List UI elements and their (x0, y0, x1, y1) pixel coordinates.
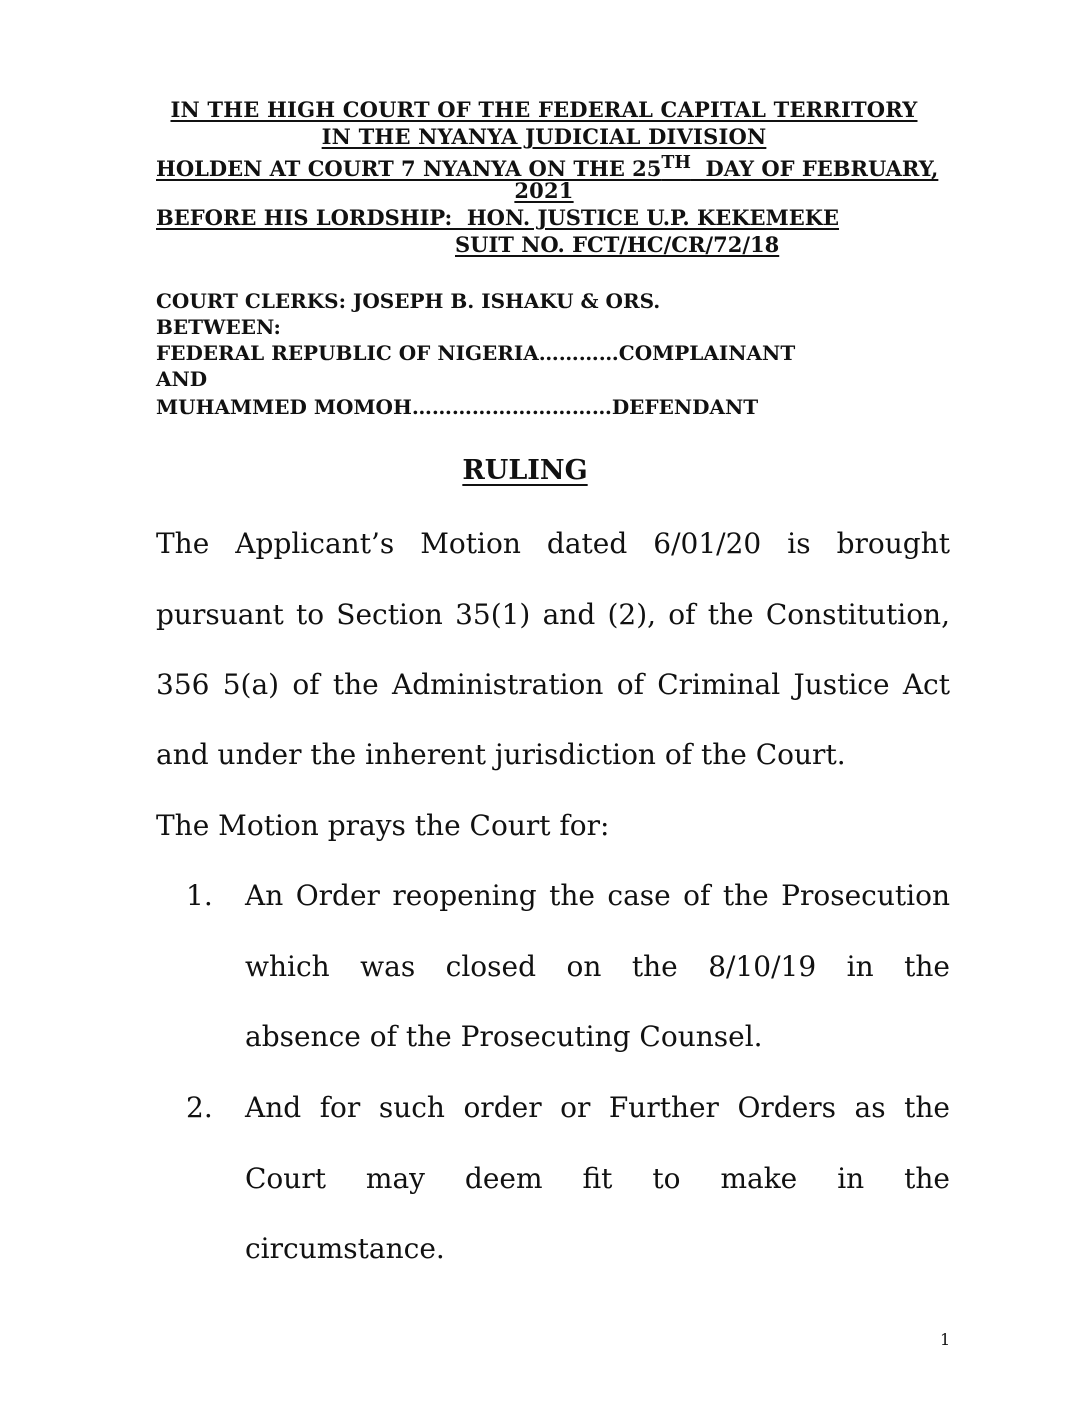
and-label: AND (156, 367, 208, 391)
prayer-line: which was closed on the 8/10/19 in the (245, 950, 950, 983)
page-number: 1 (940, 1330, 951, 1349)
prayer-number: 1. (186, 879, 213, 912)
prayer-line: And for such order or Further Orders as the (245, 1091, 950, 1124)
paragraph-line: and under the inherent jurisdiction of the Court. (156, 738, 846, 771)
holden-heading: HOLDEN AT COURT 7 NYANYA ON THE 25TH DAY OF FEBRUARY, (156, 153, 939, 181)
paragraph-line: The Applicant’s Motion dated 6/01/20 is brought (156, 527, 950, 560)
complainant-line: FEDERAL REPUBLIC OF NIGERIA…………COMPLAINANT (156, 341, 796, 365)
ruling-title: RULING (462, 455, 588, 486)
prayer-line: circumstance. (245, 1232, 445, 1265)
prayer-line: absence of the Prosecuting Counsel. (245, 1020, 763, 1053)
prayers-intro: The Motion prays the Court for: (156, 809, 610, 842)
prayer-number: 2. (186, 1091, 213, 1124)
suit-number: SUIT NO. FCT/HC/CR/72/18 (455, 232, 780, 257)
prayer-line: An Order reopening the case of the Prosecution (245, 879, 950, 912)
between-label: BETWEEN: (156, 315, 281, 339)
judge-heading: BEFORE HIS LORDSHIP: HON. JUSTICE U.P. KEKEMEKE (156, 205, 840, 230)
division-heading: IN THE NYANYA JUDICIAL DIVISION (321, 124, 767, 149)
paragraph-line: pursuant to Section 35(1) and (2), of the Constitution, (156, 598, 950, 631)
paragraph-line: 356 5(a) of the Administration of Criminal Justice Act (156, 668, 950, 701)
court-heading: IN THE HIGH COURT OF THE FEDERAL CAPITAL TERRITORY (170, 97, 918, 122)
court-clerks: COURT CLERKS: JOSEPH B. ISHAKU & ORS. (156, 289, 661, 313)
defendant-line: MUHAMMED MOMOH…………………………DEFENDANT (156, 395, 759, 419)
prayer-line: Court may deem fit to make in the (245, 1162, 950, 1195)
year-heading: 2021 (514, 178, 574, 203)
